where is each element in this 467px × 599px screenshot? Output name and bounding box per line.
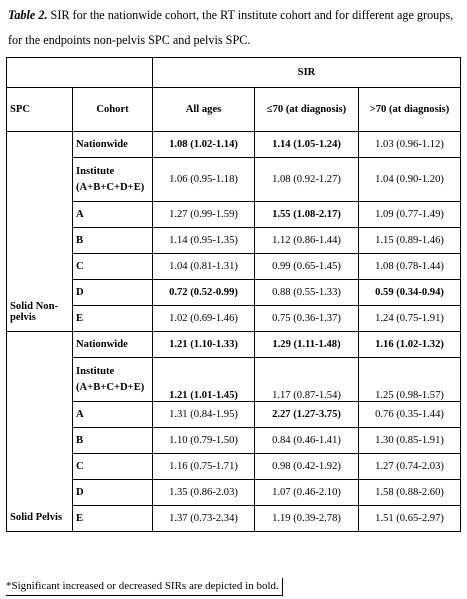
table-caption-text: SIR for the nationwide cohort, the RT institute cohort and for different age groups, for the endpoints non-pelvis SPC and pelvis SPC.: [8, 8, 454, 47]
sir-value-all: 1.06 (0.95-1.18): [153, 158, 255, 202]
table-row: [7, 132, 461, 158]
sir-value-all: 0.72 (0.52-0.99): [153, 280, 255, 306]
table-row: [7, 254, 461, 280]
sir-value-le70: 1.14 (1.05-1.24): [255, 132, 359, 158]
header-all-ages: All ages: [153, 88, 255, 132]
sir-value-all: 1.04 (0.81-1.31): [153, 254, 255, 280]
sir-value-all: 1.16 (0.75-1.71): [153, 454, 255, 480]
sir-value-gt70: 1.09 (0.77-1.49): [359, 202, 461, 228]
cohort-cell: A: [73, 202, 153, 228]
cohort-cell: E: [73, 506, 153, 532]
header-row-top: [7, 58, 461, 88]
spc-group-label: Solid Pelvis: [7, 332, 73, 532]
sir-value-le70: 1.07 (0.46-2.10): [255, 480, 359, 506]
header-empty: [7, 58, 153, 88]
sir-value-gt70: 1.25 (0.98-1.57): [359, 358, 461, 402]
header-cohort: Cohort: [73, 88, 153, 132]
sir-value-le70: 1.08 (0.92-1.27): [255, 158, 359, 202]
sir-value-all: 1.35 (0.86-2.03): [153, 480, 255, 506]
cohort-cell: Nationwide: [73, 132, 153, 158]
table-row: [7, 506, 461, 532]
table-row: [7, 454, 461, 480]
table-row: [7, 306, 461, 332]
cohort-cell: A: [73, 402, 153, 428]
header-spc: SPC: [7, 88, 73, 132]
cohort-cell: [73, 158, 153, 202]
table-label: Table 2.: [8, 8, 48, 22]
sir-value-all: 1.37 (0.73-2.34): [153, 506, 255, 532]
sir-value-all: 1.21 (1.10-1.33): [153, 332, 255, 358]
table-caption: [8, 3, 460, 53]
spc-group-label: Solid Non-pelvis: [7, 132, 73, 332]
sir-value-le70: 0.84 (0.46-1.41): [255, 428, 359, 454]
sir-value-all: 1.14 (0.95-1.35): [153, 228, 255, 254]
table-row: [7, 280, 461, 306]
sir-value-all: 1.10 (0.79-1.50): [153, 428, 255, 454]
sir-value-le70: 0.98 (0.42-1.92): [255, 454, 359, 480]
sir-table: [6, 57, 461, 532]
cohort-cell: D: [73, 480, 153, 506]
sir-value-le70: 1.12 (0.86-1.44): [255, 228, 359, 254]
sir-value-gt70: 1.58 (0.88-2.60): [359, 480, 461, 506]
sir-value-gt70: 1.51 (0.65-2.97): [359, 506, 461, 532]
table-row: [7, 428, 461, 454]
sir-value-gt70: 1.27 (0.74-2.03): [359, 454, 461, 480]
cohort-label: Institute (A+B+C+D+E): [76, 365, 145, 393]
table-row: [7, 202, 461, 228]
header-sir: SIR: [153, 58, 461, 88]
sir-value-gt70: 1.03 (0.96-1.12): [359, 132, 461, 158]
table-row: [7, 332, 461, 358]
sir-value-le70: 1.29 (1.11-1.48): [255, 332, 359, 358]
sir-value-gt70: 1.24 (0.75-1.91): [359, 306, 461, 332]
sir-value-gt70: 1.16 (1.02-1.32): [359, 332, 461, 358]
cohort-cell: B: [73, 428, 153, 454]
sir-value-le70: 0.75 (0.36-1.37): [255, 306, 359, 332]
sir-value-gt70: 0.76 (0.35-1.44): [359, 402, 461, 428]
table-row: [7, 402, 461, 428]
footnote: *Significant increased or decreased SIRs are depicted in bold.: [6, 578, 283, 596]
sir-value-le70: 0.88 (0.55-1.33): [255, 280, 359, 306]
sir-value-gt70: 1.08 (0.78-1.44): [359, 254, 461, 280]
header-le70: ≤70 (at diagnosis): [255, 88, 359, 132]
header-gt70: >70 (at diagnosis): [359, 88, 461, 132]
cohort-cell: E: [73, 306, 153, 332]
sir-value-all: 1.08 (1.02-1.14): [153, 132, 255, 158]
sir-value-le70: 1.19 (0.39-2.78): [255, 506, 359, 532]
cohort-cell: D: [73, 280, 153, 306]
sir-value-le70: 1.55 (1.08-2.17): [255, 202, 359, 228]
sir-value-le70: 0.99 (0.65-1.45): [255, 254, 359, 280]
cohort-cell: Nationwide: [73, 332, 153, 358]
cohort-cell: C: [73, 454, 153, 480]
cohort-cell: [73, 358, 153, 402]
sir-value-all: 1.31 (0.84-1.95): [153, 402, 255, 428]
table-row: [7, 158, 461, 202]
sir-value-le70: 2.27 (1.27-3.75): [255, 402, 359, 428]
sir-value-all: 1.21 (1.01-1.45): [153, 358, 255, 402]
cohort-cell: B: [73, 228, 153, 254]
sir-value-gt70: 1.15 (0.89-1.46): [359, 228, 461, 254]
sir-value-all: 1.02 (0.69-1.46): [153, 306, 255, 332]
sir-value-gt70: 1.04 (0.90-1.20): [359, 158, 461, 202]
sir-value-gt70: 0.59 (0.34-0.94): [359, 280, 461, 306]
sir-value-all: 1.27 (0.99-1.59): [153, 202, 255, 228]
table-row: [7, 358, 461, 402]
sir-value-le70: 1.17 (0.87-1.54): [255, 358, 359, 402]
cohort-cell: C: [73, 254, 153, 280]
table-row: [7, 480, 461, 506]
cohort-label: Institute (A+B+C+D+E): [76, 165, 145, 193]
sir-value-gt70: 1.30 (0.85-1.91): [359, 428, 461, 454]
table-row: [7, 228, 461, 254]
header-row: [7, 88, 461, 132]
